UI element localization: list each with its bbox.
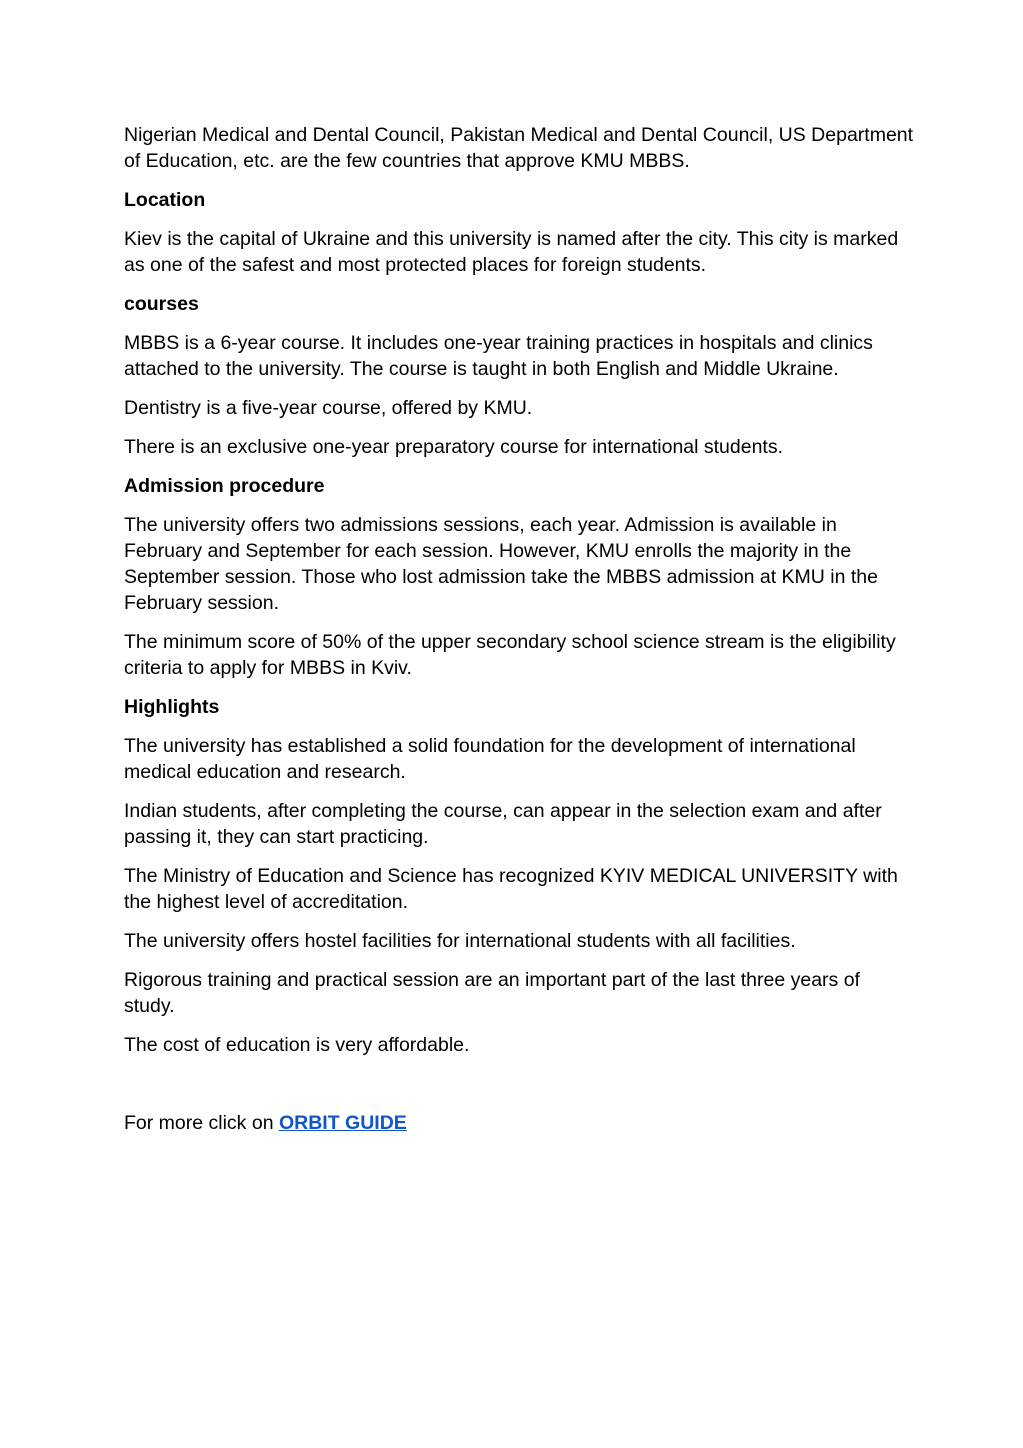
highlights-paragraph-4: The university offers hostel facilities for international students with all facilities. — [124, 930, 796, 952]
courses-paragraph-mbbs: MBBS is a 6-year course. It includes one-year training practices in hospitals and clinics attached to the university. The course is taught in both English and Middle Ukraine. — [124, 332, 873, 380]
courses-heading: courses — [124, 293, 199, 315]
location-paragraph: Kiev is the capital of Ukraine and this university is named after the city. This city is marked as one of the safest and most protected places for foreign students. — [124, 228, 899, 276]
spacer — [124, 1071, 914, 1110]
courses-paragraph-dentistry: Dentistry is a five-year course, offered by KMU. — [124, 397, 533, 419]
footer-line — [124, 1110, 914, 1136]
document-page — [124, 122, 914, 1149]
admission-paragraph-sessions: The university offers two admissions sessions, each year. Admission is available in February and September for each session. However, KMU enrolls the majority in the September session. Those who lost admission take the MBBS admission at KMU in the February session. — [124, 514, 878, 614]
admission-heading: Admission procedure — [124, 475, 325, 497]
highlights-paragraph-1: The university has established a solid foundation for the development of international medical education and research. — [124, 735, 856, 783]
orbit-guide-link[interactable]: ORBIT GUIDE — [278, 1112, 407, 1134]
admission-paragraph-eligibility: The minimum score of 50% of the upper secondary school science stream is the eligibility criteria to apply for MBBS in Kviv. — [124, 631, 896, 679]
intro-paragraph: Nigerian Medical and Dental Council, Pakistan Medical and Dental Council, US Department of Education, etc. are the few countries that approve KMU MBBS. — [124, 124, 914, 172]
courses-paragraph-preparatory: There is an exclusive one-year preparatory course for international students. — [124, 436, 784, 458]
highlights-paragraph-3: The Ministry of Education and Science has recognized KYIV MEDICAL UNIVERSITY with the highest level of accreditation. — [124, 865, 898, 913]
highlights-heading: Highlights — [124, 696, 220, 718]
highlights-paragraph-5: Rigorous training and practical session are an important part of the last three years of study. — [124, 969, 860, 1017]
location-heading: Location — [124, 189, 206, 211]
highlights-paragraph-2: Indian students, after completing the course, can appear in the selection exam and after passing it, they can start practicing. — [124, 800, 882, 848]
footer-prefix: For more click on — [124, 1112, 279, 1134]
highlights-paragraph-6: The cost of education is very affordable. — [124, 1034, 470, 1056]
